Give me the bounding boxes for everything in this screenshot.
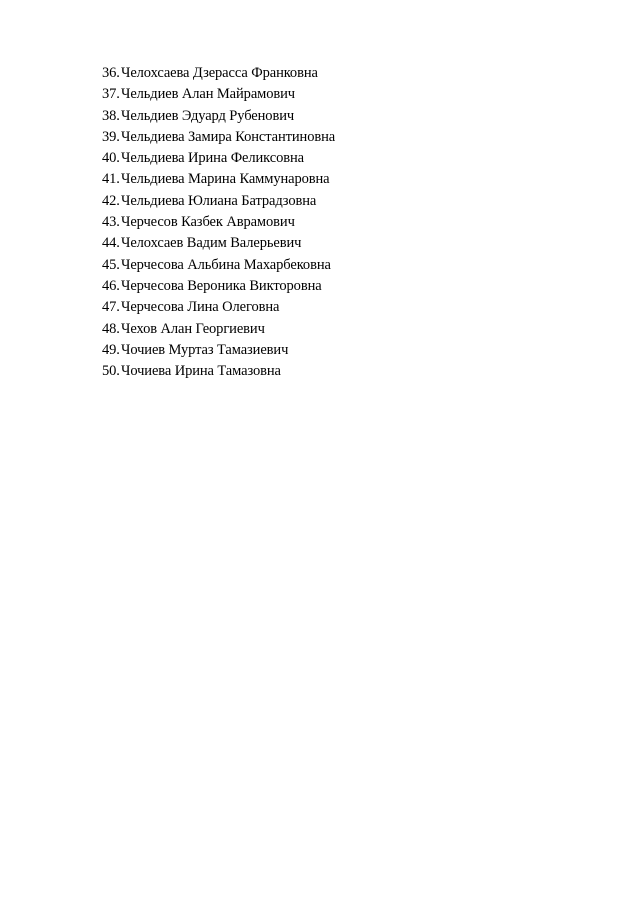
list-item-name: Черчесов Казбек Аврамович bbox=[121, 214, 295, 231]
list-item-number: 36. bbox=[102, 65, 120, 81]
list-item bbox=[102, 276, 335, 297]
list-item-number: 39. bbox=[102, 128, 120, 145]
list-item bbox=[102, 63, 335, 84]
list-item bbox=[102, 127, 335, 148]
list-item bbox=[102, 340, 335, 361]
list-item-number: 43. bbox=[102, 214, 120, 231]
list-item-name: Чельдиева Марина Каммунаровна bbox=[121, 171, 330, 188]
list-item-name: Чельдиев Эдуард Рубенович bbox=[121, 107, 295, 124]
list-item-name: Чехов Алан Георгиевич bbox=[121, 320, 265, 337]
list-item bbox=[102, 148, 335, 169]
list-item-number: 48. bbox=[102, 320, 120, 337]
list-item-number: 44. bbox=[102, 235, 120, 252]
list-item-name: Черчесова Вероника Викторовна bbox=[121, 277, 322, 294]
list-item-number: 50. bbox=[102, 363, 120, 380]
list-item-name: Челохсаев Вадим Валерьевич bbox=[121, 235, 302, 252]
list-item-name: Челохсаева Дзерасса Франковна bbox=[121, 65, 318, 81]
list-item-name: Чочиева Ирина Тамазовна bbox=[121, 363, 281, 380]
list-item bbox=[102, 297, 335, 318]
list-item-name: Чочиев Муртаз Тамазиевич bbox=[121, 341, 289, 358]
list-item bbox=[102, 106, 335, 127]
list-item-number: 49. bbox=[102, 341, 120, 358]
list-item bbox=[102, 233, 335, 254]
list-item bbox=[102, 169, 335, 190]
list-item bbox=[102, 191, 335, 212]
list-item bbox=[102, 255, 335, 276]
list-item bbox=[102, 319, 335, 340]
list-item-name: Чельдиева Юлиана Батрадзовна bbox=[121, 192, 317, 209]
name-list bbox=[102, 63, 335, 382]
list-item-name: Чельдиева Ирина Феликсовна bbox=[121, 150, 304, 167]
list-item-number: 46. bbox=[102, 277, 120, 294]
list-item-number: 40. bbox=[102, 150, 120, 167]
list-item-number: 37. bbox=[102, 86, 120, 103]
list-item-name: Чельдиева Замира Константиновна bbox=[121, 128, 336, 145]
list-item bbox=[102, 361, 335, 382]
list-item bbox=[102, 84, 335, 105]
list-item bbox=[102, 212, 335, 233]
list-item-number: 41. bbox=[102, 171, 120, 188]
list-item-name: Черчесова Альбина Махарбековна bbox=[121, 256, 331, 273]
list-item-number: 38. bbox=[102, 107, 120, 124]
list-item-number: 42. bbox=[102, 192, 120, 209]
list-item-name: Чельдиев Алан Майрамович bbox=[121, 86, 295, 103]
list-item-number: 45. bbox=[102, 256, 120, 273]
list-item-name: Черчесова Лина Олеговна bbox=[121, 299, 280, 316]
list-item-number: 47. bbox=[102, 299, 120, 316]
